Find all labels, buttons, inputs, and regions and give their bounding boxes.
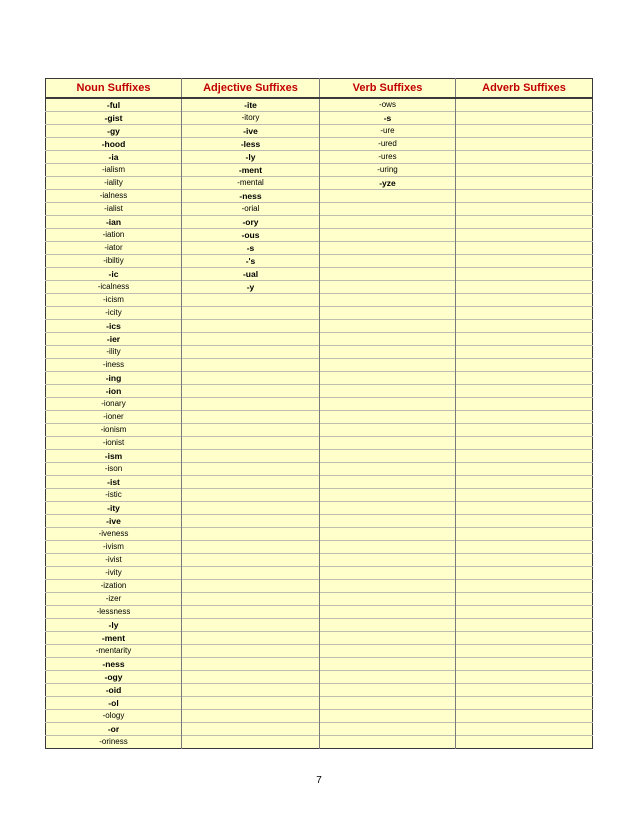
- adjective-suffix-cell: [182, 736, 320, 749]
- table-row: [46, 151, 593, 164]
- noun-suffix-cell: -ment: [46, 632, 182, 645]
- table-row: [46, 255, 593, 268]
- adjective-suffix-cell: [182, 567, 320, 580]
- noun-suffix-cell: -ization: [46, 580, 182, 593]
- noun-suffix-cell: -iator: [46, 242, 182, 255]
- adjective-suffix-cell: [182, 385, 320, 398]
- noun-suffix-cell: -icism: [46, 294, 182, 307]
- adjective-suffix-cell: [182, 411, 320, 424]
- header-noun-suffixes: Noun Suffixes: [46, 79, 182, 99]
- table-row: [46, 411, 593, 424]
- noun-suffix-cell: -ionist: [46, 437, 182, 450]
- adverb-suffix-cell: [456, 554, 593, 567]
- noun-suffix-cell: -ia: [46, 151, 182, 164]
- adverb-suffix-cell: [456, 190, 593, 203]
- verb-suffix-cell: [320, 346, 456, 359]
- table-row: [46, 138, 593, 151]
- verb-suffix-cell: [320, 632, 456, 645]
- adverb-suffix-cell: [456, 385, 593, 398]
- verb-suffix-cell: [320, 645, 456, 658]
- noun-suffix-cell: -ive: [46, 515, 182, 528]
- adverb-suffix-cell: [456, 463, 593, 476]
- adjective-suffix-cell: [182, 710, 320, 723]
- table-row: [46, 554, 593, 567]
- noun-suffix-cell: -ialist: [46, 203, 182, 216]
- noun-suffix-cell: -oriness: [46, 736, 182, 749]
- adjective-suffix-cell: [182, 632, 320, 645]
- verb-suffix-cell: [320, 502, 456, 515]
- noun-suffix-cell: -ol: [46, 697, 182, 710]
- noun-suffix-cell: -ionism: [46, 424, 182, 437]
- table-row: [46, 723, 593, 736]
- adverb-suffix-cell: [456, 411, 593, 424]
- verb-suffix-cell: [320, 385, 456, 398]
- adjective-suffix-cell: -ous: [182, 229, 320, 242]
- table-row: [46, 307, 593, 320]
- adverb-suffix-cell: [456, 593, 593, 606]
- adjective-suffix-cell: [182, 684, 320, 697]
- adjective-suffix-cell: [182, 554, 320, 567]
- noun-suffix-cell: -ic: [46, 268, 182, 281]
- adjective-suffix-cell: -'s: [182, 255, 320, 268]
- header-adjective-suffixes: Adjective Suffixes: [182, 79, 320, 99]
- adjective-suffix-cell: -less: [182, 138, 320, 151]
- adjective-suffix-cell: [182, 645, 320, 658]
- table-row: [46, 164, 593, 177]
- verb-suffix-cell: [320, 541, 456, 554]
- noun-suffix-cell: -ison: [46, 463, 182, 476]
- table-row: [46, 658, 593, 671]
- noun-suffix-cell: -ivism: [46, 541, 182, 554]
- verb-suffix-cell: [320, 424, 456, 437]
- adverb-suffix-cell: [456, 450, 593, 463]
- adverb-suffix-cell: [456, 307, 593, 320]
- verb-suffix-cell: -uring: [320, 164, 456, 177]
- adjective-suffix-cell: [182, 359, 320, 372]
- table-row: [46, 697, 593, 710]
- adverb-suffix-cell: [456, 320, 593, 333]
- adjective-suffix-cell: [182, 658, 320, 671]
- adverb-suffix-cell: [456, 177, 593, 190]
- adverb-suffix-cell: [456, 242, 593, 255]
- table-row: [46, 710, 593, 723]
- verb-suffix-cell: -s: [320, 112, 456, 125]
- verb-suffix-cell: [320, 515, 456, 528]
- adverb-suffix-cell: [456, 333, 593, 346]
- table-row: [46, 190, 593, 203]
- adjective-suffix-cell: [182, 580, 320, 593]
- noun-suffix-cell: -izer: [46, 593, 182, 606]
- table-row: [46, 476, 593, 489]
- adverb-suffix-cell: [456, 112, 593, 125]
- adverb-suffix-cell: [456, 346, 593, 359]
- adverb-suffix-cell: [456, 138, 593, 151]
- adjective-suffix-cell: [182, 307, 320, 320]
- noun-suffix-cell: -ialism: [46, 164, 182, 177]
- noun-suffix-cell: -ogy: [46, 671, 182, 684]
- adjective-suffix-cell: [182, 671, 320, 684]
- adverb-suffix-cell: [456, 515, 593, 528]
- table-row: [46, 489, 593, 502]
- adjective-suffix-cell: -ness: [182, 190, 320, 203]
- noun-suffix-cell: -ist: [46, 476, 182, 489]
- adjective-suffix-cell: [182, 541, 320, 554]
- verb-suffix-cell: [320, 658, 456, 671]
- adverb-suffix-cell: [456, 606, 593, 619]
- verb-suffix-cell: [320, 723, 456, 736]
- adverb-suffix-cell: [456, 567, 593, 580]
- table-row: [46, 177, 593, 190]
- table-row: [46, 346, 593, 359]
- verb-suffix-cell: [320, 203, 456, 216]
- table-row: [46, 632, 593, 645]
- adverb-suffix-cell: [456, 359, 593, 372]
- adjective-suffix-cell: [182, 398, 320, 411]
- adverb-suffix-cell: [456, 98, 593, 112]
- verb-suffix-cell: [320, 268, 456, 281]
- noun-suffix-cell: -oid: [46, 684, 182, 697]
- verb-suffix-cell: [320, 736, 456, 749]
- noun-suffix-cell: -ion: [46, 385, 182, 398]
- adjective-suffix-cell: [182, 476, 320, 489]
- noun-suffix-cell: -ivity: [46, 567, 182, 580]
- header-row: [46, 79, 593, 99]
- table-row: [46, 671, 593, 684]
- adjective-suffix-cell: -ite: [182, 98, 320, 112]
- table-row: [46, 294, 593, 307]
- noun-suffix-cell: -ility: [46, 346, 182, 359]
- verb-suffix-cell: [320, 554, 456, 567]
- verb-suffix-cell: [320, 710, 456, 723]
- adverb-suffix-cell: [456, 398, 593, 411]
- adjective-suffix-cell: [182, 320, 320, 333]
- noun-suffix-cell: -ism: [46, 450, 182, 463]
- verb-suffix-cell: -ure: [320, 125, 456, 138]
- noun-suffix-cell: -icalness: [46, 281, 182, 294]
- verb-suffix-cell: -ows: [320, 98, 456, 112]
- adjective-suffix-cell: [182, 697, 320, 710]
- adjective-suffix-cell: [182, 489, 320, 502]
- table-row: [46, 320, 593, 333]
- adjective-suffix-cell: [182, 593, 320, 606]
- verb-suffix-cell: [320, 593, 456, 606]
- table-row: [46, 333, 593, 346]
- adverb-suffix-cell: [456, 424, 593, 437]
- table-row: [46, 606, 593, 619]
- table-row: [46, 398, 593, 411]
- adverb-suffix-cell: [456, 710, 593, 723]
- verb-suffix-cell: [320, 190, 456, 203]
- table-row: [46, 593, 593, 606]
- adverb-suffix-cell: [456, 723, 593, 736]
- noun-suffix-cell: -ly: [46, 619, 182, 632]
- table-row: [46, 281, 593, 294]
- adverb-suffix-cell: [456, 658, 593, 671]
- verb-suffix-cell: [320, 242, 456, 255]
- table-body: [46, 98, 593, 749]
- table-row: [46, 450, 593, 463]
- table-row: [46, 242, 593, 255]
- suffix-table: [45, 78, 593, 749]
- noun-suffix-cell: -istic: [46, 489, 182, 502]
- adjective-suffix-cell: [182, 437, 320, 450]
- table-row: [46, 359, 593, 372]
- verb-suffix-cell: [320, 333, 456, 346]
- noun-suffix-cell: -ness: [46, 658, 182, 671]
- verb-suffix-cell: -yze: [320, 177, 456, 190]
- verb-suffix-cell: [320, 320, 456, 333]
- noun-suffix-cell: -ian: [46, 216, 182, 229]
- adjective-suffix-cell: [182, 528, 320, 541]
- adjective-suffix-cell: -ual: [182, 268, 320, 281]
- noun-suffix-cell: -iveness: [46, 528, 182, 541]
- table-row: [46, 502, 593, 515]
- table-row: [46, 98, 593, 112]
- adjective-suffix-cell: -orial: [182, 203, 320, 216]
- adverb-suffix-cell: [456, 294, 593, 307]
- verb-suffix-cell: [320, 411, 456, 424]
- table-row: [46, 684, 593, 697]
- adjective-suffix-cell: -itory: [182, 112, 320, 125]
- adverb-suffix-cell: [456, 580, 593, 593]
- adjective-suffix-cell: [182, 723, 320, 736]
- adjective-suffix-cell: -mental: [182, 177, 320, 190]
- verb-suffix-cell: [320, 671, 456, 684]
- adjective-suffix-cell: [182, 424, 320, 437]
- adverb-suffix-cell: [456, 528, 593, 541]
- adverb-suffix-cell: [456, 151, 593, 164]
- table-row: [46, 645, 593, 658]
- adverb-suffix-cell: [456, 619, 593, 632]
- verb-suffix-cell: [320, 463, 456, 476]
- verb-suffix-cell: [320, 450, 456, 463]
- table-row: [46, 619, 593, 632]
- verb-suffix-cell: -ured: [320, 138, 456, 151]
- verb-suffix-cell: [320, 684, 456, 697]
- adjective-suffix-cell: [182, 372, 320, 385]
- table-row: [46, 541, 593, 554]
- adjective-suffix-cell: [182, 346, 320, 359]
- verb-suffix-cell: [320, 528, 456, 541]
- verb-suffix-cell: [320, 437, 456, 450]
- verb-suffix-cell: [320, 359, 456, 372]
- noun-suffix-cell: -ics: [46, 320, 182, 333]
- noun-suffix-cell: -iness: [46, 359, 182, 372]
- table-row: [46, 112, 593, 125]
- header-adverb-suffixes: Adverb Suffixes: [456, 79, 593, 99]
- verb-suffix-cell: [320, 476, 456, 489]
- noun-suffix-cell: -hood: [46, 138, 182, 151]
- adverb-suffix-cell: [456, 541, 593, 554]
- noun-suffix-cell: -iality: [46, 177, 182, 190]
- table-row: [46, 372, 593, 385]
- noun-suffix-cell: -ier: [46, 333, 182, 346]
- noun-suffix-cell: -gy: [46, 125, 182, 138]
- adverb-suffix-cell: [456, 476, 593, 489]
- verb-suffix-cell: [320, 216, 456, 229]
- table-row: [46, 437, 593, 450]
- adverb-suffix-cell: [456, 684, 593, 697]
- adverb-suffix-cell: [456, 164, 593, 177]
- adjective-suffix-cell: [182, 333, 320, 346]
- adjective-suffix-cell: -s: [182, 242, 320, 255]
- table-row: [46, 125, 593, 138]
- table-row: [46, 229, 593, 242]
- adverb-suffix-cell: [456, 268, 593, 281]
- adverb-suffix-cell: [456, 255, 593, 268]
- verb-suffix-cell: [320, 307, 456, 320]
- adverb-suffix-cell: [456, 203, 593, 216]
- verb-suffix-cell: [320, 398, 456, 411]
- table-row: [46, 528, 593, 541]
- adjective-suffix-cell: -ment: [182, 164, 320, 177]
- adjective-suffix-cell: [182, 515, 320, 528]
- adjective-suffix-cell: [182, 463, 320, 476]
- verb-suffix-cell: -ures: [320, 151, 456, 164]
- noun-suffix-cell: -ionary: [46, 398, 182, 411]
- table-row: [46, 424, 593, 437]
- adverb-suffix-cell: [456, 281, 593, 294]
- adjective-suffix-cell: [182, 502, 320, 515]
- noun-suffix-cell: -ivist: [46, 554, 182, 567]
- noun-suffix-cell: -mentarity: [46, 645, 182, 658]
- adverb-suffix-cell: [456, 437, 593, 450]
- noun-suffix-cell: -lessness: [46, 606, 182, 619]
- verb-suffix-cell: [320, 372, 456, 385]
- adjective-suffix-cell: [182, 619, 320, 632]
- verb-suffix-cell: [320, 580, 456, 593]
- verb-suffix-cell: [320, 294, 456, 307]
- table-row: [46, 385, 593, 398]
- adverb-suffix-cell: [456, 216, 593, 229]
- noun-suffix-cell: -ful: [46, 98, 182, 112]
- adjective-suffix-cell: -ly: [182, 151, 320, 164]
- verb-suffix-cell: [320, 255, 456, 268]
- adverb-suffix-cell: [456, 645, 593, 658]
- adverb-suffix-cell: [456, 489, 593, 502]
- adjective-suffix-cell: [182, 606, 320, 619]
- noun-suffix-cell: -ity: [46, 502, 182, 515]
- table-row: [46, 268, 593, 281]
- table-row: [46, 216, 593, 229]
- table-row: [46, 463, 593, 476]
- noun-suffix-cell: -iation: [46, 229, 182, 242]
- noun-suffix-cell: -ialness: [46, 190, 182, 203]
- verb-suffix-cell: [320, 489, 456, 502]
- noun-suffix-cell: -or: [46, 723, 182, 736]
- verb-suffix-cell: [320, 229, 456, 242]
- adverb-suffix-cell: [456, 671, 593, 684]
- noun-suffix-cell: -icity: [46, 307, 182, 320]
- adverb-suffix-cell: [456, 502, 593, 515]
- adjective-suffix-cell: -y: [182, 281, 320, 294]
- noun-suffix-cell: -ology: [46, 710, 182, 723]
- adverb-suffix-cell: [456, 125, 593, 138]
- page-number: 7: [316, 775, 322, 786]
- table-row: [46, 580, 593, 593]
- adjective-suffix-cell: [182, 294, 320, 307]
- table-row: [46, 567, 593, 580]
- adverb-suffix-cell: [456, 632, 593, 645]
- noun-suffix-cell: -gist: [46, 112, 182, 125]
- adverb-suffix-cell: [456, 229, 593, 242]
- table-row: [46, 203, 593, 216]
- verb-suffix-cell: [320, 619, 456, 632]
- header-verb-suffixes: Verb Suffixes: [320, 79, 456, 99]
- adjective-suffix-cell: [182, 450, 320, 463]
- adverb-suffix-cell: [456, 372, 593, 385]
- adjective-suffix-cell: -ory: [182, 216, 320, 229]
- table-row: [46, 515, 593, 528]
- adjective-suffix-cell: -ive: [182, 125, 320, 138]
- verb-suffix-cell: [320, 567, 456, 580]
- noun-suffix-cell: -ioner: [46, 411, 182, 424]
- verb-suffix-cell: [320, 606, 456, 619]
- adverb-suffix-cell: [456, 736, 593, 749]
- table-row: [46, 736, 593, 749]
- noun-suffix-cell: -ibiltiy: [46, 255, 182, 268]
- noun-suffix-cell: -ing: [46, 372, 182, 385]
- adverb-suffix-cell: [456, 697, 593, 710]
- verb-suffix-cell: [320, 281, 456, 294]
- verb-suffix-cell: [320, 697, 456, 710]
